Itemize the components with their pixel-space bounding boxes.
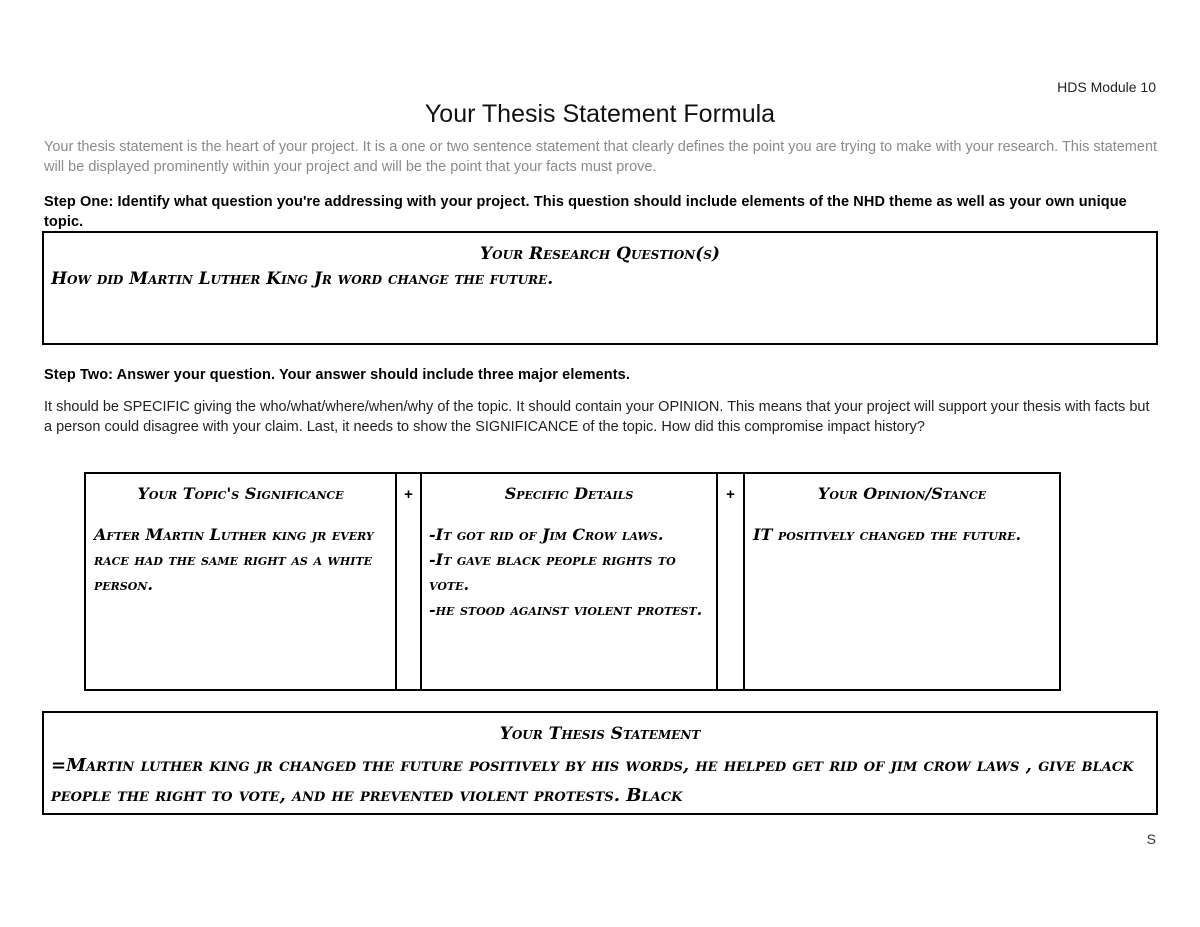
thesis-statement-box xyxy=(42,711,1158,815)
thesis-text: =Martin luther king jr changed the future positively by his words, he helped get rid of jim crow laws , give black people the right to vote, and he prevented violent protests. Black xyxy=(51,755,1134,806)
detail-line: -It got rid of Jim Crow laws. xyxy=(429,525,664,544)
details-heading: Specific Details xyxy=(504,484,634,503)
detail-line: -he stood against violent protest. xyxy=(429,600,703,619)
research-question-answer: How did Martin Luther King Jr word change the future. xyxy=(51,269,554,289)
intro-paragraph: Your thesis statement is the heart of your project. It is a one or two sentence statement that clearly defines the point you are trying to make with your research. This statement will be displayed prominently within your project and will be the point that your facts must prove. xyxy=(44,139,1158,175)
footer-mark: S xyxy=(1146,831,1156,847)
step-two-detail: It should be SPECIFIC giving the who/what/where/when/why of the topic. It should contain your OPINION. This means that your project will support your thesis with facts but a person could disagree with your claim. Last, it needs to show the SIGNIFICANCE of the topic. How did this compromise impact history? xyxy=(44,399,1150,435)
details-cell xyxy=(421,473,717,690)
plus-sign: + xyxy=(717,473,744,690)
thesis-elements-table xyxy=(84,472,1061,691)
details-text xyxy=(422,504,716,622)
research-question-heading: Your Research Question(s) xyxy=(480,244,720,264)
step-one-instruction: Step One: Identify what question you're addressing with your project. This question should include elements of the NHD theme as well as your own unique topic. xyxy=(44,194,1127,230)
research-question-box xyxy=(42,231,1158,345)
thesis-heading: Your Thesis Statement xyxy=(499,724,701,744)
page-title: Your Thesis Statement Formula xyxy=(424,100,776,128)
module-label: HDS Module 10 xyxy=(1057,79,1156,95)
significance-cell xyxy=(85,473,396,690)
opinion-cell xyxy=(744,473,1060,690)
significance-text: After Martin Luther king jr every race had the same right as a white person. xyxy=(94,525,374,594)
significance-heading: Your Topic's Significance xyxy=(137,484,344,503)
opinion-text: IT positively changed the future. xyxy=(753,525,1022,544)
opinion-heading: Your Opinion/Stance xyxy=(817,484,987,503)
plus-sign: + xyxy=(396,473,421,690)
step-two-instruction: Step Two: Answer your question. Your answer should include three major elements. xyxy=(44,367,630,383)
detail-line: -It gave black people rights to vote. xyxy=(429,550,676,594)
